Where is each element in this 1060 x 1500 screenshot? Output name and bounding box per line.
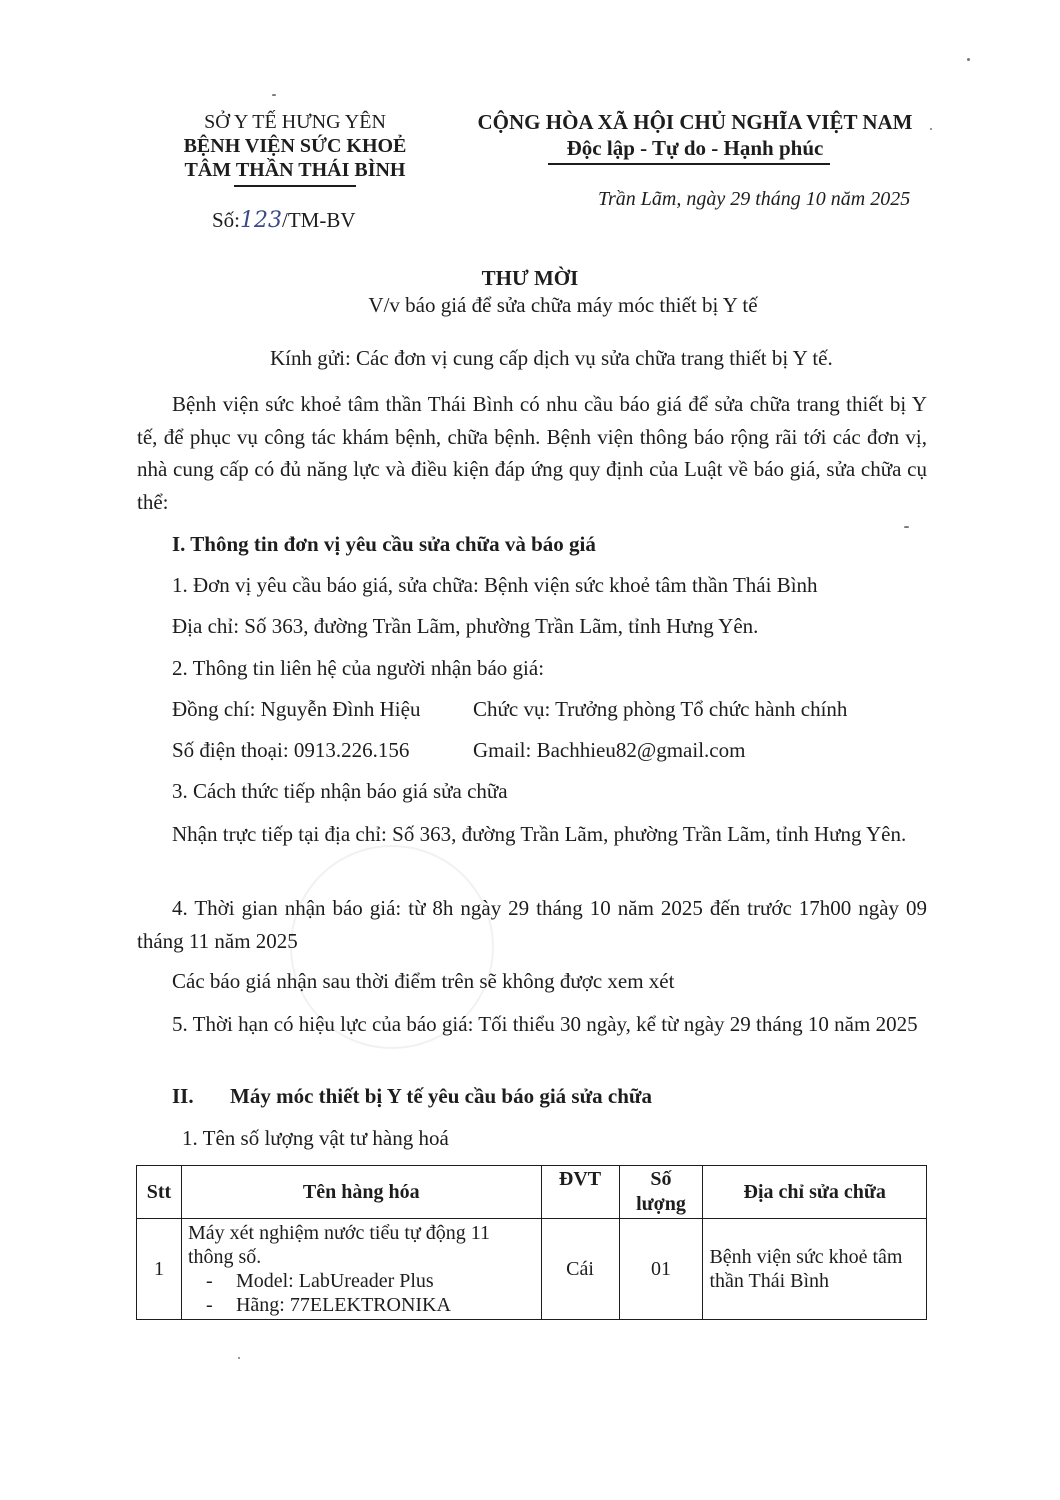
header-unit: ĐVT — [541, 1166, 619, 1219]
document-number-handwritten: 123 — [240, 208, 283, 233]
table-row — [137, 1219, 927, 1320]
receive-method-paragraph: Nhận trực tiếp tại địa chỉ: Số 363, đường Trần Lãm, phường Trần Lãm, tỉnh Hưng Yên. — [172, 822, 907, 846]
row-item-model: - Model: LabUreader Plus — [236, 1269, 535, 1293]
contact-email: Gmail: Bachhieu82@gmail.com — [473, 738, 746, 762]
late-submission-note: Các báo giá nhận sau thời điểm trên sẽ không được xem xét — [172, 969, 675, 993]
intro-paragraph: Bệnh viện sức khoẻ tâm thần Thái Bình có nhu cầu báo giá để sửa chữa trang thiết bị Y tế, để phục vụ công tác khám bệnh, chữa bệnh. Bệnh viện thông báo rộng rãi tới các đơn vị, nhà cung cấp có đủ năng lực và điều kiện đáp ứng quy định của Luật về báo giá, sửa chữa cụ thể: — [137, 392, 927, 514]
section-1-item-2: 2. Thông tin liên hệ của người nhận báo giá: — [172, 656, 545, 680]
place-date: Trần Lãm, ngày 29 tháng 10 năm 2025 — [598, 188, 911, 210]
document-number — [212, 208, 356, 233]
row-unit: Cái — [541, 1219, 619, 1320]
header-quantity-line2: lượng — [636, 1193, 686, 1215]
row-item-name — [181, 1219, 541, 1320]
left-header-underline — [234, 185, 356, 187]
department-name: SỞ Y TẾ HƯNG YÊN — [204, 111, 386, 133]
row-stt: 1 — [137, 1219, 182, 1320]
letter-title: THƯ MỜI — [481, 266, 579, 290]
national-motto: Độc lập - Tự do - Hạnh phúc — [566, 136, 824, 160]
section-2-number: II. — [172, 1084, 194, 1108]
header-quantity-line1: Số — [650, 1168, 672, 1190]
document-number-suffix: /TM-BV — [282, 208, 356, 232]
row-item-details — [188, 1269, 535, 1317]
scan-speck — [967, 58, 970, 61]
row-item-description: Máy xét nghiệm nước tiểu tự động 11 thông số. — [187, 1222, 490, 1268]
section-1-item-3: 3. Cách thức tiếp nhận báo giá sửa chữa — [172, 779, 508, 803]
requester-address: Địa chỉ: Số 363, đường Trần Lãm, phường Trần Lãm, tỉnh Hưng Yên. — [172, 614, 759, 638]
hospital-name-line2: TÂM THẦN THÁI BÌNH — [184, 159, 406, 181]
row-item-maker: - Hãng: 77ELEKTRONIKA — [236, 1293, 535, 1317]
motto-underline — [548, 163, 830, 165]
header-item-name: Tên hàng hóa — [181, 1166, 541, 1219]
section-1-item-5: 5. Thời hạn có hiệu lực của báo giá: Tối thiểu 30 ngày, kể từ ngày 29 tháng 10 năm 2025 — [172, 1012, 918, 1036]
country-name: CỘNG HÒA XÃ HỘI CHỦ NGHĨA VIỆT NAM — [477, 110, 913, 134]
row-repair-address: Bệnh viện sức khoẻ tâm thần Thái Bình — [703, 1219, 927, 1320]
section-1-item-1: 1. Đơn vị yêu cầu báo giá, sửa chữa: Bệnh viện sức khoẻ tâm thần Thái Bình — [172, 573, 818, 597]
row-quantity: 01 — [619, 1219, 703, 1320]
section-1-heading: I. Thông tin đơn vị yêu cầu sửa chữa và báo giá — [172, 532, 596, 556]
header-quantity — [619, 1166, 703, 1219]
scan-speck — [272, 94, 276, 96]
contact-name: Đồng chí: Nguyễn Đình Hiệu — [172, 697, 421, 721]
header-stt: Stt — [137, 1166, 182, 1219]
section-2-item-1: 1. Tên số lượng vật tư hàng hoá — [182, 1126, 449, 1150]
contact-phone: Số điện thoại: 0913.226.156 — [172, 738, 410, 762]
letter-subject: V/v báo giá để sửa chữa máy móc thiết bị Y tế — [368, 293, 758, 317]
contact-position: Chức vụ: Trưởng phòng Tổ chức hành chính — [473, 697, 848, 721]
recipient-line: Kính gửi: Các đơn vị cung cấp dịch vụ sửa chữa trang thiết bị Y tế. — [270, 346, 833, 370]
document-number-prefix: Số: — [212, 208, 241, 232]
section-2-heading: Máy móc thiết bị Y tế yêu cầu báo giá sửa chữa — [230, 1084, 653, 1108]
scan-speck — [238, 1357, 240, 1359]
header-repair-address: Địa chỉ sửa chữa — [703, 1166, 927, 1219]
scan-speck — [904, 526, 909, 528]
table-header-row — [137, 1166, 927, 1219]
section-1-item-4: 4. Thời gian nhận báo giá: từ 8h ngày 29 tháng 10 năm 2025 đến trước 17h00 ngày 09 tháng 11 năm 2025 — [137, 896, 927, 953]
hospital-name-line1: BỆNH VIỆN SỨC KHOẺ — [183, 135, 407, 157]
equipment-table — [136, 1165, 927, 1320]
